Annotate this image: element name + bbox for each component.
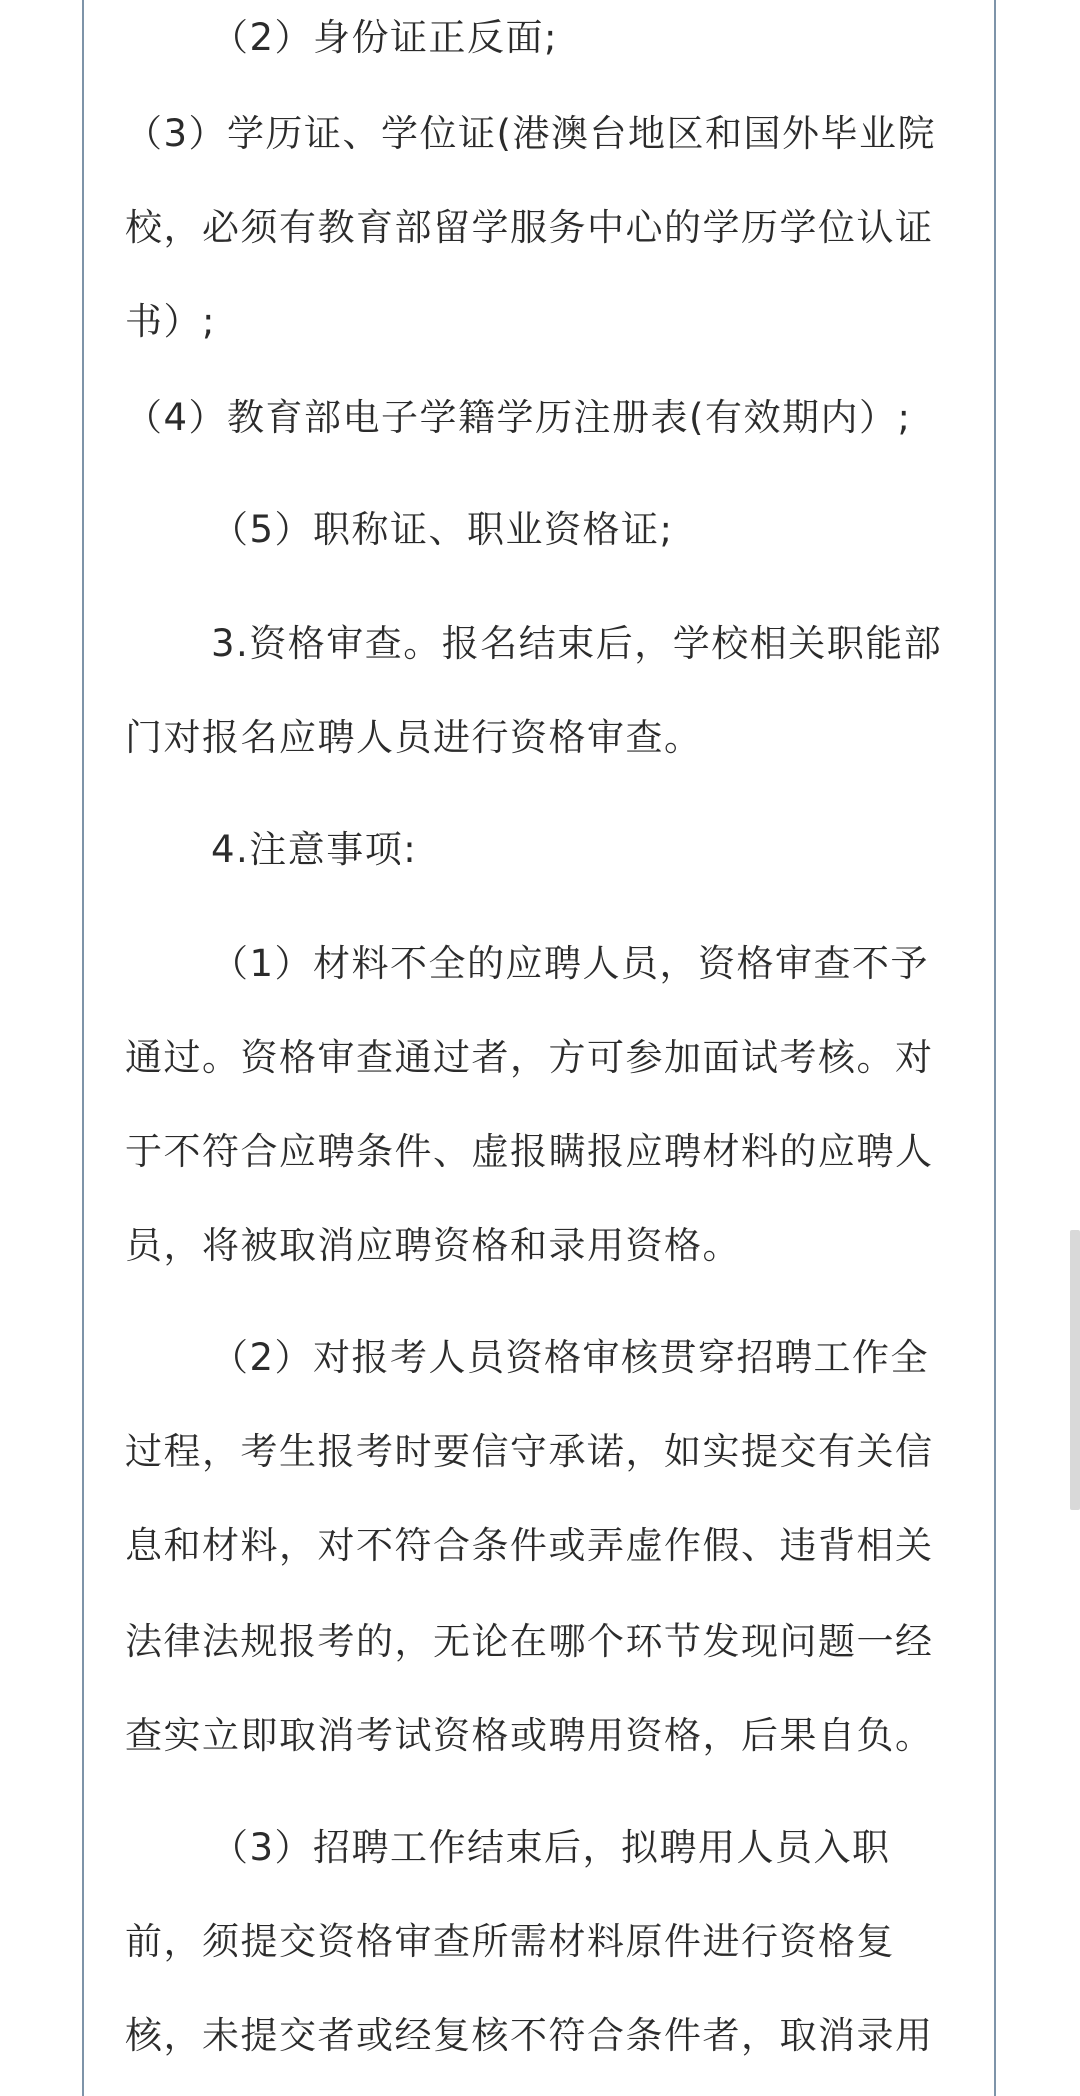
text-line: 于不符合应聘条件、虚报瞒报应聘材料的应聘人 [125,1130,934,1173]
text-line: （5）职称证、职业资格证; [211,508,674,551]
text-line: （2）身份证正反面; [211,16,559,59]
text-line: 查实立即取消考试资格或聘用资格，后果自负。 [125,1714,934,1757]
text-line: 门对报名应聘人员进行资格审查。 [125,716,703,759]
text-line: （3）招聘工作结束后，拟聘用人员入职 [211,1826,891,1869]
text-line: 校，必须有教育部留学服务中心的学历学位认证 [125,206,934,249]
text-line: 息和材料，对不符合条件或弄虚作假、违背相关 [125,1524,934,1567]
text-line: （4）教育部电子学籍学历注册表(有效期内）; [125,396,912,439]
text-line: 前，须提交资格审查所需材料原件进行资格复 [125,1920,895,1963]
text-line: 通过。资格审查通过者，方可参加面试考核。对 [125,1036,934,1079]
text-line: （3）学历证、学位证(港澳台地区和国外毕业院 [125,112,936,155]
text-line: 书）; [125,300,216,343]
text-line: 核，未提交者或经复核不符合条件者，取消录用 [125,2014,934,2057]
text-line: 员，将被取消应聘资格和录用资格。 [125,1224,741,1267]
text-line: 过程，考生报考时要信守承诺，如实提交有关信 [125,1430,934,1473]
text-line: 3.资格审查。报名结束后，学校相关职能部 [211,622,943,665]
text-line: 4.注意事项: [211,828,418,871]
text-line: （1）材料不全的应聘人员，资格审查不予 [211,942,930,985]
scrollbar-thumb[interactable] [1070,1230,1080,1510]
text-line: （2）对报考人员资格审核贯穿招聘工作全 [211,1336,930,1379]
text-line: 法律法规报考的，无论在哪个环节发现问题一经 [125,1620,934,1663]
